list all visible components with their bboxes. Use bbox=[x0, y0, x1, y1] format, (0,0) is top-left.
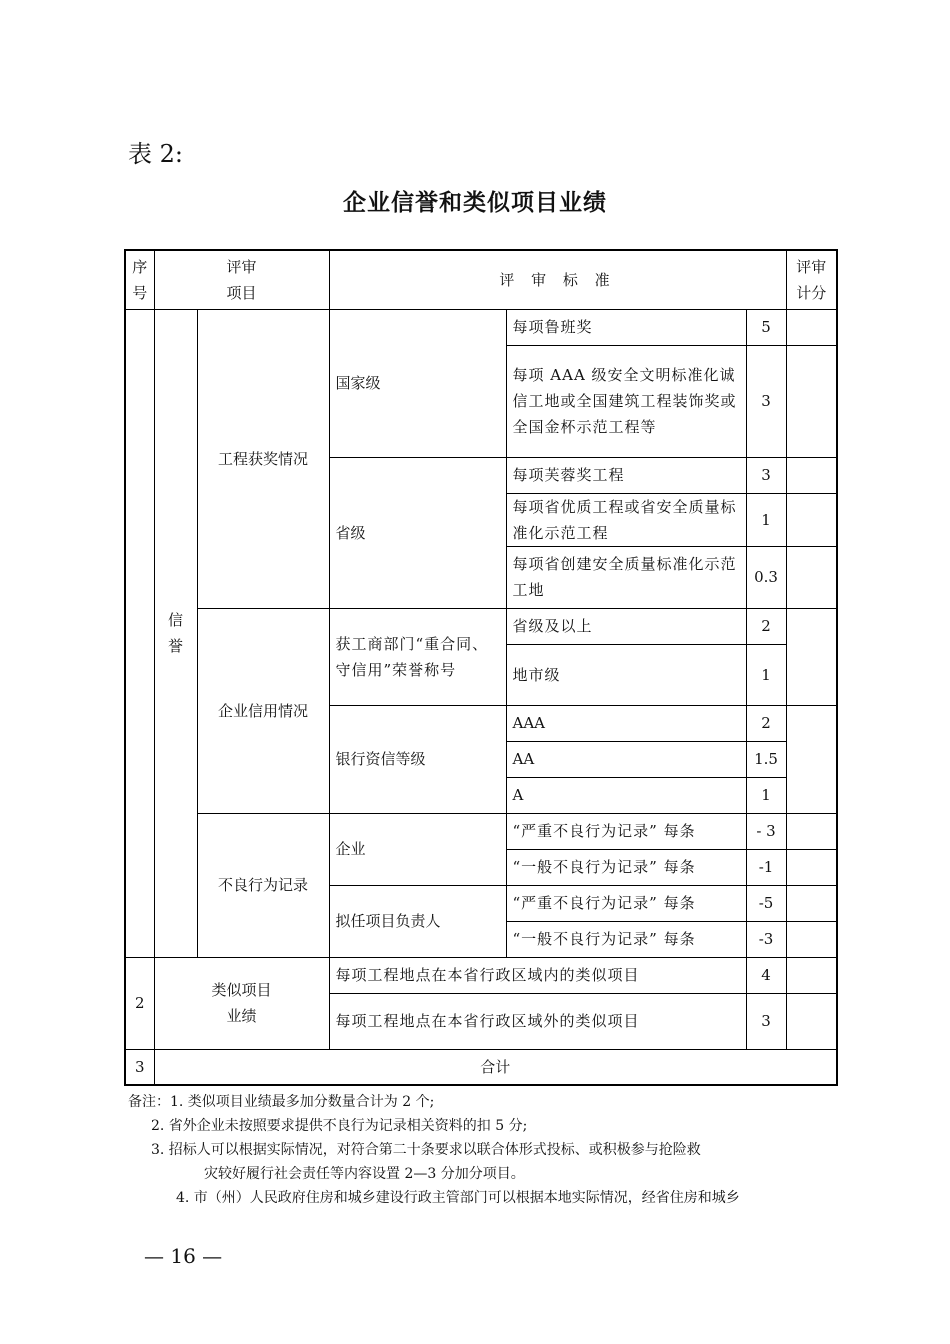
score-value: 2 bbox=[746, 608, 786, 644]
note-line: 4. 市（州）人民政府住房和城乡建设行政主管部门可以根据本地实际情况，经省住房和城乡 bbox=[176, 1190, 740, 1206]
manager-label: 拟任项目负责人 bbox=[329, 885, 506, 957]
standard-text: 每项芙蓉奖工程 bbox=[506, 457, 746, 493]
standard-text: 每项工程地点在本省行政区域内的类似项目 bbox=[329, 957, 746, 993]
score-cell bbox=[786, 309, 837, 345]
national-level: 国家级 bbox=[329, 309, 506, 457]
score-value: 5 bbox=[746, 309, 786, 345]
standard-text: 每项省创建安全质量标准化示范工地 bbox=[506, 546, 746, 608]
awards-label: 工程获奖情况 bbox=[197, 309, 329, 608]
note-line: 3. 招标人可以根据实际情况，对符合第二十条要求以联合体形式投标、或积极参与抢险救 bbox=[151, 1142, 701, 1158]
standard-text: 省级及以上 bbox=[506, 608, 746, 644]
table-row bbox=[125, 608, 837, 644]
item-header: 评审 项目 bbox=[154, 250, 329, 309]
reputation-category: 信 誉 bbox=[154, 309, 197, 957]
score-value: 3 bbox=[746, 993, 786, 1049]
score-cell bbox=[786, 885, 837, 921]
table-row bbox=[125, 309, 837, 345]
scoring-table bbox=[124, 249, 838, 1086]
score-cell bbox=[786, 493, 837, 546]
score-value: 2 bbox=[746, 705, 786, 741]
notes bbox=[128, 1090, 848, 1210]
score-value: 0.3 bbox=[746, 546, 786, 608]
table-row bbox=[125, 957, 837, 993]
score-value: -1 bbox=[746, 849, 786, 885]
total-label: 合计 bbox=[154, 1049, 837, 1085]
score-cell bbox=[786, 993, 837, 1049]
score-cell bbox=[786, 849, 837, 885]
seq-cell-1 bbox=[125, 309, 154, 957]
bad-record-label: 不良行为记录 bbox=[197, 813, 329, 957]
note-line: 备注：1. 类似项目业绩最多加分数量合计为 2 个; bbox=[128, 1094, 435, 1110]
score-cell bbox=[786, 705, 837, 813]
table-label: 表 2: bbox=[128, 140, 183, 168]
score-value: 3 bbox=[746, 345, 786, 457]
score-cell bbox=[786, 345, 837, 457]
score-cell bbox=[786, 546, 837, 608]
standard-text: AA bbox=[506, 741, 746, 777]
standard-text: “严重不良行为记录” 每条 bbox=[506, 813, 746, 849]
note-line: 灾较好履行社会责任等内容设置 2—3 分加分项目。 bbox=[204, 1166, 525, 1182]
score-value: - 3 bbox=[746, 813, 786, 849]
table-row bbox=[125, 813, 837, 849]
score-cell bbox=[786, 457, 837, 493]
note-line: 2. 省外企业未按照要求提供不良行为记录相关资料的扣 5 分; bbox=[151, 1118, 528, 1134]
total-row bbox=[125, 1049, 837, 1085]
standard-text: “一般不良行为记录” 每条 bbox=[506, 921, 746, 957]
honor-title: 获工商部门“重合同、守信用”荣誉称号 bbox=[329, 608, 506, 705]
standard-text: A bbox=[506, 777, 746, 813]
standard-text: “严重不良行为记录” 每条 bbox=[506, 885, 746, 921]
score-value: -3 bbox=[746, 921, 786, 957]
score-value: 1 bbox=[746, 644, 786, 705]
bank-rating: 银行资信等级 bbox=[329, 705, 506, 813]
credit-label: 企业信用情况 bbox=[197, 608, 329, 813]
score-value: 1 bbox=[746, 777, 786, 813]
score-header: 评审 计分 bbox=[786, 250, 837, 309]
standard-text: 每项鲁班奖 bbox=[506, 309, 746, 345]
score-value: 3 bbox=[746, 457, 786, 493]
page-title: 企业信誉和类似项目业绩 bbox=[343, 190, 607, 216]
page-number: — 16 — bbox=[144, 1244, 223, 1268]
score-cell bbox=[786, 921, 837, 957]
standard-text: 每项 AAA 级安全文明标准化诚信工地或全国建筑工程装饰奖或全国金杯示范工程等 bbox=[506, 345, 746, 457]
header-row bbox=[125, 250, 837, 309]
score-value: 1.5 bbox=[746, 741, 786, 777]
standard-header: 评 审 标 准 bbox=[329, 250, 786, 309]
standard-text: 每项工程地点在本省行政区域外的类似项目 bbox=[329, 993, 746, 1049]
similar-label: 类似项目 业绩 bbox=[154, 957, 329, 1049]
score-cell bbox=[786, 813, 837, 849]
score-value: 4 bbox=[746, 957, 786, 993]
enterprise-label: 企业 bbox=[329, 813, 506, 885]
standard-text: “一般不良行为记录” 每条 bbox=[506, 849, 746, 885]
seq-cell-2: 2 bbox=[125, 957, 154, 1049]
score-cell bbox=[786, 957, 837, 993]
standard-text: AAA bbox=[506, 705, 746, 741]
seq-cell-3: 3 bbox=[125, 1049, 154, 1085]
score-cell bbox=[786, 608, 837, 705]
standard-text: 每项省优质工程或省安全质量标准化示范工程 bbox=[506, 493, 746, 546]
provincial-level: 省级 bbox=[329, 457, 506, 608]
score-value: 1 bbox=[746, 493, 786, 546]
standard-text: 地市级 bbox=[506, 644, 746, 705]
score-value: -5 bbox=[746, 885, 786, 921]
seq-header: 序 号 bbox=[125, 250, 154, 309]
